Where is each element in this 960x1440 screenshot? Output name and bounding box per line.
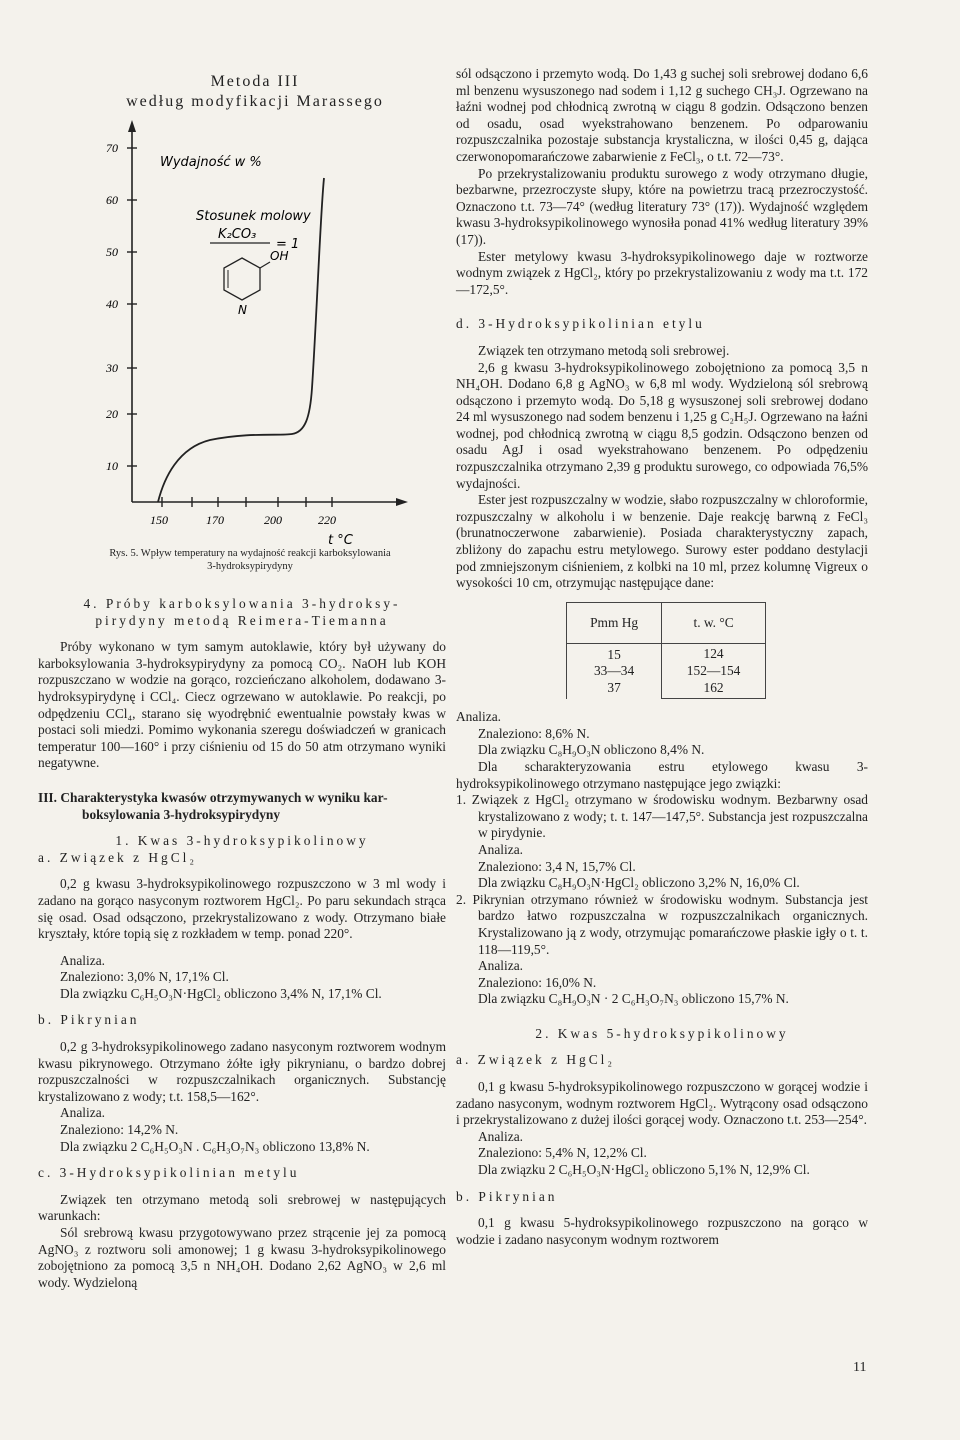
table-cell: 15 bbox=[607, 646, 621, 662]
item1-analysis: Analiza. bbox=[478, 841, 523, 857]
figure-caption-line1: Rys. 5. Wpływ temperatury na wydajność reakcji karboksylowania bbox=[109, 548, 391, 559]
x-tick-150: 150 bbox=[150, 513, 168, 527]
y-tick-50: 50 bbox=[106, 245, 118, 259]
subsection-b-found: Znaleziono: 14,2% N. bbox=[60, 1122, 179, 1138]
y-axis-arrow bbox=[128, 120, 136, 132]
subsection2-a-body: 0,1 g kwasu 5-hydroksypikolinowego rozpuszczono w gorącej wodzie i zadano nasyconym, wodnym roztworem HgCl₂. Wytrącony osad odsączono i przekrystalizowano z dużej ilości gorącej wody. Oznaczono t.t. 253—254°. bbox=[456, 1079, 868, 1128]
item1-found: Znaleziono: 3,4 N, 15,7% Cl. bbox=[478, 858, 636, 874]
y-tick-60: 60 bbox=[106, 193, 118, 207]
item1-calc: Dla związku C₈H₉O₃N·HgCl₂ obliczono 3,2% N, 16,0% Cl. bbox=[478, 875, 800, 891]
page-number: 11 bbox=[853, 1360, 867, 1375]
subsection2-heading: 2. Kwas 5-hydroksypikolinowy bbox=[535, 1025, 789, 1041]
x-tick-220: 220 bbox=[318, 513, 336, 527]
subsection2-a-heading: a. Związek z HgCl₂ bbox=[456, 1052, 616, 1068]
y-tick-40: 40 bbox=[106, 297, 118, 311]
figure-title bbox=[95, 72, 415, 112]
left-column bbox=[38, 596, 446, 1291]
x-tick-170: 170 bbox=[206, 513, 224, 527]
table-cell: 33—34 bbox=[593, 663, 635, 679]
subsection-c-body2: Sól srebrową kwasu przygotowywano przez strącenie jej za pomocą AgNO₃ z roztworu soli amonowej; 1 g kwasu 3-hydroksypikolinowego zobojętniono za pomocą 3,5 n NH₄OH. Dodano 2,62 AgNO₃ w 2,6 ml wody. Wydzieloną bbox=[38, 1225, 446, 1290]
n-label: N bbox=[238, 303, 247, 317]
figure-caption-line2: 3-hydroksypirydyny bbox=[207, 561, 293, 572]
section4-heading-line2: pirydyny metodą Reimera-Tiemanna bbox=[95, 612, 389, 628]
item1-text: 1. Związek z HgCl₂ otrzymano w środowisku wodnym. Bezbarwny osad krystalizowano z wody; t. t. 147—147,5°. Substancja jest rozpuszczalna w pirydynie. bbox=[456, 792, 868, 841]
y-tick-20: 20 bbox=[106, 407, 118, 421]
subsection-d-heading: d. 3-Hydroksypikolinian etylu bbox=[456, 316, 705, 332]
subsection-d-body3: Ester jest rozpuszczalny w wodzie, słabo rozpuszczalny w chloroformie, rozpuszczalny w alkoholu i w benzenie. Daje reakcję barwną z FeCl₃ (brunatnoczerwone zabarwienie). Posiada charakterystyczny zapach, zbliżony do zapachu estru metylowego. Surowy ester poddano destylacji pod zmniejszonym ciśnieniem, z kolbki na 10 ml, przez kolumnę Vigreux o wysokości 10 cm, otrzymując następujące dane: bbox=[456, 492, 868, 591]
item2-analysis: Analiza. bbox=[478, 958, 523, 974]
figure-title-line1: Metoda III bbox=[210, 73, 300, 90]
x-tick-200: 200 bbox=[264, 513, 282, 527]
table-header-bp: t. w. °C bbox=[662, 602, 766, 644]
item2-calc: Dla związku C₈H₉O₃N · 2 C₆H₃O₇N₃ obliczono 15,7% N. bbox=[478, 991, 789, 1007]
section4-heading-line1: 4. Próby karboksylowania 3-hydroksy- bbox=[83, 596, 401, 611]
subsection-d-calc: Dla związku C₈H₉O₃N obliczono 8,4% N. bbox=[478, 742, 705, 758]
subsection2-b-body: 0,1 g kwasu 5-hydroksypikolinowego rozpuszczono na gorąco w wodzie i zadano nasyconym wodnym roztworem bbox=[456, 1215, 868, 1247]
table-cell: 37 bbox=[607, 679, 621, 695]
subsection2-a-calc: Dla związku 2 C₆H₅O₃N·HgCl₂ obliczono 5,1% N, 12,9% Cl. bbox=[478, 1162, 810, 1178]
oh-label: OH bbox=[270, 249, 289, 263]
section3-heading-line2: boksylowania 3-hydroksypirydyny bbox=[82, 806, 281, 822]
pyridine-ring-icon bbox=[224, 258, 260, 300]
subsection-b-analysis: Analiza. bbox=[60, 1105, 105, 1121]
subsection-b-heading: b. Pikrynian bbox=[38, 1012, 140, 1028]
subsection-b-body: 0,2 g 3-hydroksypikolinowego zadano nasyconym roztworem wodnym kwasu pikrynowego. Otrzymano żółte igły pikrynianu, o bardzo dobrej rozpuszczalności w rozpuszczalnikach organicznych. Substancję krystalizowano z wody; t.t. 158,5—162°. bbox=[38, 1039, 446, 1104]
x-axis-unit: t °C bbox=[328, 533, 353, 548]
figure-caption bbox=[70, 547, 430, 573]
right-para2: Po przekrystalizowaniu produktu surowego z wody otrzymano długie, bezbarwne, przezroczyste słupy, które na powietrzu tracą przezroczystość. Oznaczono t.t. 73—74° (według literatury 73° (17)). Wydajność względem kwasu 3-hydroksypikolinowego wynosiła ponad 41% według literatury 39% (17)). bbox=[456, 165, 868, 247]
table-header-row bbox=[567, 602, 766, 644]
subsection-d-body1: Związek ten otrzymano metodą soli srebrowej. bbox=[478, 342, 730, 358]
y-tick-30: 30 bbox=[106, 361, 118, 375]
section3-heading-line1: III. Charakterystyka kwasów otrzymywanych w wyniku kar- bbox=[38, 789, 388, 805]
right-para3: Ester metylowy kwasu 3-hydroksypikolinowego daje w roztworze wodnym związek z HgCl₂, który po przekrystalizowaniu z wody ma t.t. 172—172,5°. bbox=[456, 248, 868, 297]
subsection-a-found: Znaleziono: 3,0% N, 17,1% Cl. bbox=[60, 969, 229, 985]
subsection-a-heading: a. Związek z HgCl₂ bbox=[38, 849, 198, 865]
right-column bbox=[456, 66, 868, 1248]
y-tick-10: 10 bbox=[106, 459, 118, 473]
table-cell: 162 bbox=[703, 679, 724, 695]
subsection-c-body1: Związek ten otrzymano metodą soli srebrowej w następujących warunkach: bbox=[38, 1191, 446, 1224]
x-axis-arrow bbox=[396, 498, 408, 506]
ratio-formula: K₂CO₃ bbox=[218, 227, 257, 242]
figure-title-line2: według modyfikacji Marassego bbox=[126, 93, 384, 110]
section4-body: Próby wykonano w tym samym autoklawie, który był używany do karboksylowania 3-hydroksypirydyny za pomocą CO₂. NaOH lub KOH rozpuszczano w wodzie na gorąco, rozcieńczano alkoholem, dodawano 3-hydroksypirydynę i CCl₄. Ciecz ogrzewano w autoklawie. Po reakcji, po odpędzeniu CCl₄, starano się wyodrębnić ewentualnie powstały kwas w postaci soli miedzi. Pomimo wykonania szeregu doświadczeń w granicach temperatur 100—160° i przy ciśnieniu od 15 do 50 atm otrzymano wyniki negatywne. bbox=[38, 639, 446, 771]
subsection-a-calc: Dla związku C₆H₅O₃N·HgCl₂ obliczono 3,4% N, 17,1% Cl. bbox=[60, 985, 382, 1001]
subsection-c-heading: c. 3-Hydroksypikolinian metylu bbox=[38, 1165, 300, 1181]
item2-text: 2. Pikrynian otrzymano również w środowisku wodnym. Substancja jest bardzo łatwo rozpuszczalna w rozpuszczalnikach organicznych. Krystalizowano ją z wody, otrzymując pomarańczowe płaskie igły o t. t. 118—119,5°. bbox=[456, 891, 868, 957]
y-axis-label: Wydajność w % bbox=[160, 155, 262, 170]
subsection2-a-analysis: Analiza. bbox=[478, 1128, 523, 1144]
distillation-table bbox=[566, 602, 766, 699]
subsection-a-body: 0,2 g kwasu 3-hydroksypikolinowego rozpuszczono w 3 ml wody i zadano na gorąco nasyconym roztworem HgCl₂. Po paru sekundach strąca się osad. Osad odsączono, przekrystalizowano z wody. Otrzymano białe kryształy, które topią się z rozkładem w temp. ponad 220°. bbox=[38, 876, 446, 942]
table-row bbox=[567, 644, 766, 699]
subsection2-b-heading: b. Pikrynian bbox=[456, 1188, 558, 1204]
ratio-value: = 1 bbox=[276, 237, 300, 252]
item2-found: Znaleziono: 16,0% N. bbox=[478, 974, 597, 990]
table-header-pressure: Pmm Hg bbox=[567, 602, 662, 644]
table-cell: 152—154 bbox=[686, 663, 741, 678]
right-para1: sól odsączono i przemyto wodą. Do 1,43 g suchej soli srebrowej dodano 6,6 ml benzenu wysuszonego nad sodem i 1,12 g suchego CH₃J. Ogrzewano na łaźni wodnej pod chłodnicą zwrotną w ciągu 8 godzin. Odsączono benzen od osadu, osad wyekstrahowano benzenem. Po odparowaniu rozpuszczalnika pozostaje substancja krystaliczna, w ilości 0,45 g, dająca czerwonopomarańczowe zabarwienie z FeCl₃, o t.t. 72—73°. bbox=[456, 66, 868, 164]
table-cell: 124 bbox=[703, 646, 724, 662]
subsection-d-intro: Dla scharakteryzowania estru etylowego kwasu 3-hydroksypikolinowego otrzymano następujące jego związki: bbox=[456, 758, 868, 791]
subsection-d-found: Znaleziono: 8,6% N. bbox=[478, 725, 590, 741]
subsection1-heading: 1. Kwas 3-hydroksypikolinowy bbox=[115, 833, 369, 849]
y-tick-70: 70 bbox=[106, 141, 118, 155]
subsection-d-analysis: Analiza. bbox=[456, 709, 501, 725]
subsection2-a-found: Znaleziono: 5,4% N, 12,2% Cl. bbox=[478, 1145, 647, 1161]
subsection-d-body2: 2,6 g kwasu 3-hydroksypikolinowego zobojętniono za pomocą 3,5 n NH₄OH. Dodano 6,8 g AgNO₃ w 6,8 ml wody. Wydzieloną sól srebrową odsączono i przemyto wodą. Do 5,18 g wysuszonej soli srebrowej dodano 24 ml wysuszonego nad sodem benzenu i 1,25 g C₂H₅J. Ogrzewano na łaźni wodnej, pod chłodnicą zwrotną w ciągu 8,5 godzin. Odsączono benzen od osadu AgJ i osad wyekstrahowano benzenem. Po odpędzeniu rozpuszczalnika otrzymano 2,39 g produktu surowego, co odpowiada 76,5% wydajności. bbox=[456, 359, 868, 491]
ratio-label: Stosunek molowy bbox=[196, 209, 311, 224]
subsection-a-analysis: Analiza. bbox=[60, 952, 105, 968]
yield-chart bbox=[100, 118, 440, 548]
subsection-b-calc: Dla związku 2 C₆H₅O₃N . C₆H₃O₇N₃ obliczono 13,8% N. bbox=[60, 1138, 370, 1154]
